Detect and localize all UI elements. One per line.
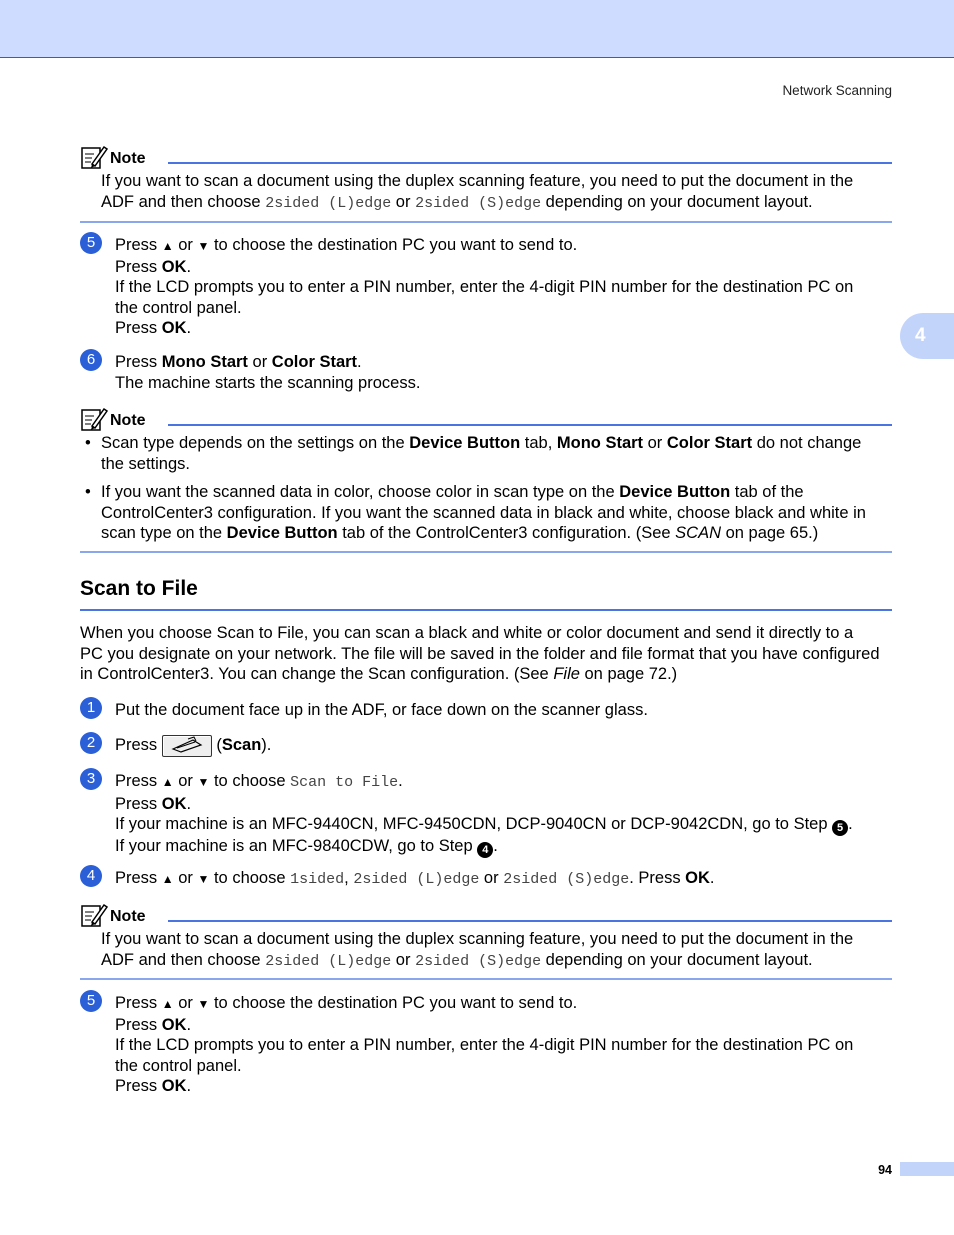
step-line: the control panel. (115, 298, 242, 317)
note-bottom-rule (80, 551, 892, 553)
menu-option: 2sided (S)edge (415, 952, 542, 970)
note-label: Note (110, 412, 146, 429)
cross-reference-link[interactable]: File (553, 665, 580, 683)
footer-band (900, 1162, 954, 1176)
step-number: 6 (80, 349, 102, 371)
menu-option: 2sided (L)edge (265, 952, 392, 970)
step-body: Put the document face up in the ADF, or face down on the scanner glass. (115, 701, 648, 719)
header-band (0, 0, 954, 58)
step-number: 1 (80, 697, 102, 719)
step-line: The machine starts the scanning process. (115, 373, 421, 392)
note-pencil-icon (80, 406, 108, 432)
step-line: Press OK. (115, 319, 192, 337)
ok-key: OK (161, 319, 187, 337)
menu-option: 2sided (L)edge (353, 871, 480, 888)
step-line: Press OK. (115, 257, 192, 276)
menu-option: 2sided (S)edge (415, 194, 542, 212)
step-ref-icon[interactable]: 5 (832, 820, 848, 836)
step-body: Press (Scan). (115, 735, 892, 757)
step-body: Press ▲ or ▼ to choose the destination PC you want to send to. Press OK. If the LCD prompts you to enter a PIN number, enter the 4-digit PIN number for the destination PC on the control panel. Press OK. (115, 994, 854, 1095)
step-body (115, 352, 892, 393)
step-number: 5 (80, 232, 102, 254)
step-body (115, 235, 892, 339)
note-header (80, 406, 892, 432)
step-number: 4 (80, 865, 102, 887)
section-rule (80, 609, 892, 611)
step-body: Press ▲ or ▼ to choose 1sided, 2sided (L)edge or 2sided (S)edge. Press OK. (115, 869, 715, 888)
down-arrow-icon: ▼ (197, 997, 210, 1011)
note-bottom-rule (80, 221, 892, 223)
note-line: ADF and then choose 2sided (L)edge or 2sided (S)edge depending on your document layout. (101, 192, 813, 212)
scan-key-icon (162, 735, 212, 757)
note-pencil-icon (80, 902, 108, 928)
note-label: Note (110, 150, 146, 167)
note-rule (168, 424, 892, 426)
up-arrow-icon: ▲ (161, 775, 174, 789)
note-body: If you want to scan a document using the duplex scanning feature, you need to put the document in the ADF and then choose 2sided (L)edge or 2sided (S)edge depending on your document layout. (101, 930, 854, 970)
note-pencil-icon (80, 144, 108, 170)
menu-option: Scan to File (290, 774, 399, 791)
step-line: Press Mono Start or Color Start. (115, 353, 362, 371)
menu-option: 1sided (290, 871, 345, 888)
note-line: If you want to scan a document using the duplex scanning feature, you need to put the document in the (101, 172, 854, 190)
menu-option: 2sided (L)edge (265, 194, 392, 212)
up-arrow-icon: ▲ (161, 239, 174, 253)
step-number: 3 (80, 768, 102, 790)
bullet-item: If you want the scanned data in color, choose color in scan type on the Device Button tab of the ControlCenter3 configuration. If you want the scanned data in black and white, choose black and white in scan type on the Device Button tab of the ControlCenter3 configuration. (See SCAN on page 65.) (101, 483, 866, 542)
up-arrow-icon: ▲ (161, 872, 174, 886)
step-number: 5 (80, 990, 102, 1012)
step-line: If the LCD prompts you to enter a PIN number, enter the 4-digit PIN number for the destination PC on (115, 278, 854, 296)
bullet-icon: • (85, 483, 91, 501)
page-number: 94 (878, 1163, 892, 1177)
ok-key: OK (161, 257, 187, 276)
menu-option: 2sided (S)edge (503, 871, 630, 888)
running-header: Network Scanning (782, 83, 892, 98)
step-number: 2 (80, 732, 102, 754)
step-line: Press ▲ or ▼ to choose the destination PC you want to send to. (115, 236, 578, 254)
section-intro: When you choose Scan to File, you can scan a black and white or color document and send it directly to a PC you designate on your network. The file will be saved in the folder and file format that you have configured in ControlCenter3. You can change the Scan configuration. (See File on page 72.) (80, 624, 880, 683)
down-arrow-icon: ▼ (197, 872, 210, 886)
bullet-item: Scan type depends on the settings on the Device Button tab, Mono Start or Color Start do not change the settings. (101, 434, 862, 473)
note-header (80, 144, 892, 170)
step-body: Press ▲ or ▼ to choose Scan to File. Press OK. If your machine is an MFC-9440CN, MFC-9450CDN, DCP-9040CN or DCP-9042CDN, go to Step 5 . If your machine is an MFC-9840CDW, go to Step 4 . (115, 772, 853, 856)
note-rule (168, 920, 892, 922)
note-body (101, 171, 892, 214)
note-header (80, 902, 892, 928)
step-ref-icon[interactable]: 4 (477, 842, 493, 858)
note-label: Note (110, 908, 146, 925)
note-rule (168, 162, 892, 164)
bullet-icon: • (85, 434, 91, 452)
note-bottom-rule (80, 978, 892, 980)
section-title: Scan to File (80, 577, 198, 600)
chapter-tab[interactable]: 4 (900, 313, 954, 359)
down-arrow-icon: ▼ (197, 775, 210, 789)
down-arrow-icon: ▼ (197, 239, 210, 253)
cross-reference-link[interactable]: SCAN (675, 524, 721, 542)
up-arrow-icon: ▲ (161, 997, 174, 1011)
